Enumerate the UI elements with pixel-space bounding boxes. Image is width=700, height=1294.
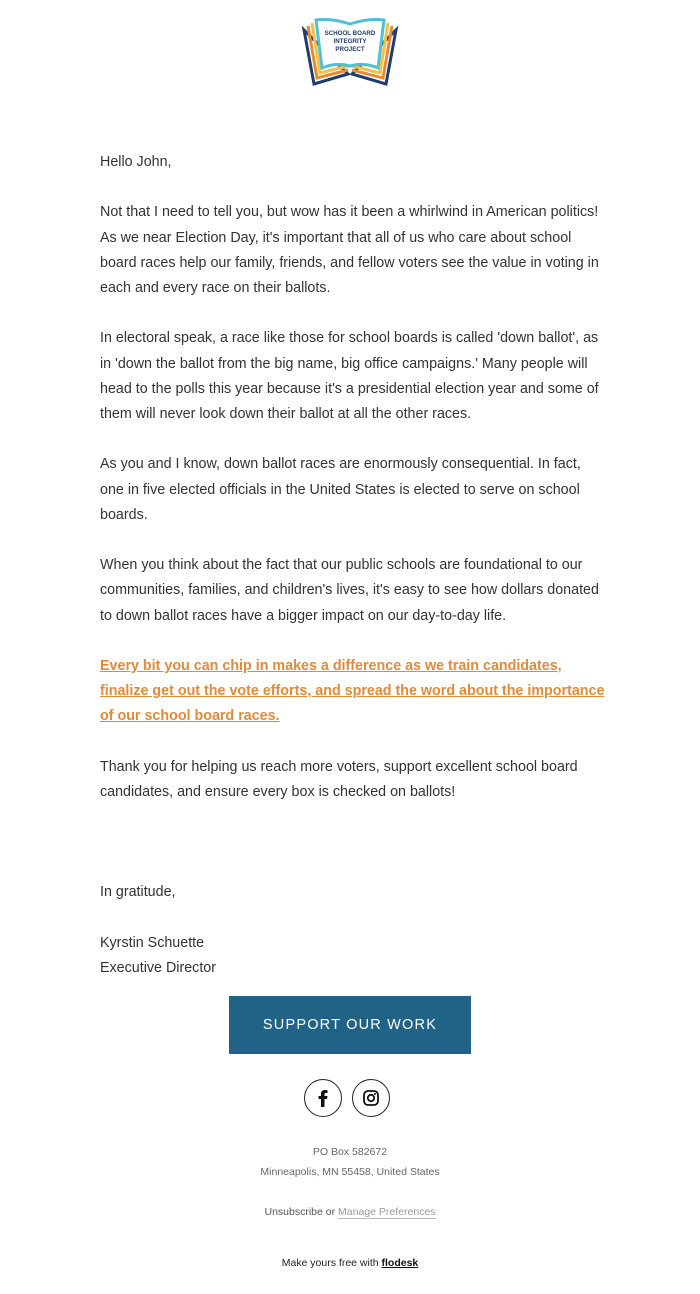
signer-name: Kyrstin Schuette: [100, 934, 205, 951]
paragraph-3: As you and I know, down ballot races are enormously consequential. In fact, one in five elected officials in the United States is elected to serve on school boards.: [100, 456, 581, 523]
unsubscribe-link[interactable]: Unsubscribe: [264, 1206, 323, 1218]
instagram-link[interactable]: [352, 1079, 390, 1117]
made-with-text: Make yours free with: [281, 1257, 382, 1269]
email-body: [100, 150, 605, 1006]
sign-off: In gratitude,: [100, 884, 176, 901]
donate-link-paragraph: [100, 654, 605, 730]
facebook-icon: [314, 1088, 332, 1108]
facebook-link[interactable]: [304, 1079, 342, 1117]
paragraph-1: Not that I need to tell you, but wow has it been a whirlwind in American politics! As we near Election Day, it's important that all of us who care about school board races help our family, friends, and fellow voters see the value in voting in each and every race on their ballots.: [100, 204, 599, 296]
manage-preferences-link[interactable]: Manage Preferences: [338, 1206, 436, 1218]
support-button-container: [229, 996, 471, 1054]
closing-paragraph: Thank you for helping us reach more voters, support excellent school board candidates, and ensure every box is checked on ballots!: [100, 758, 578, 800]
paragraph-2: In electoral speak, a race like those for school boards is called 'down ballot', as in 'down the ballot from the big name, big office campaigns.' Many people will head to the polls this year because it's a presidential election year and some of them will never look down their ballot at all the other races.: [100, 330, 599, 422]
spacer: [100, 830, 605, 880]
paragraph-4: When you think about the fact that our public schools are foundational to our communities, families, and children's lives, it's easy to see how dollars donated to down ballot races have a bigger impact on our day-to-day life.: [100, 557, 599, 624]
donate-link[interactable]: Every bit you can chip in makes a difference as we train candidates, finalize get out the vote efforts, and spread the word about the importance of our school board races.: [100, 657, 605, 725]
made-with-line: [0, 1257, 700, 1269]
signer-title: Executive Director: [100, 959, 217, 976]
address-line-2: Minneapolis, MN 55458, United States: [260, 1166, 440, 1178]
logo-text-line-1: SCHOOL BOARD: [324, 30, 376, 37]
logo-text-line-2: INTEGRITY: [333, 38, 367, 45]
school-board-integrity-logo: [298, 16, 402, 90]
or-text: or: [322, 1206, 339, 1218]
social-links: [304, 1079, 396, 1121]
instagram-icon: [362, 1089, 380, 1107]
support-our-work-button[interactable]: SUPPORT OUR WORK: [229, 996, 471, 1054]
address-line-1: PO Box 582672: [312, 1146, 388, 1158]
signature: [100, 931, 605, 981]
preferences-line: [0, 1206, 700, 1218]
open-book-logo-icon: [298, 16, 402, 90]
logo-text-line-3: PROJECT: [335, 46, 365, 53]
greeting: Hello John,: [100, 154, 172, 170]
flodesk-link[interactable]: flodesk: [381, 1257, 419, 1269]
